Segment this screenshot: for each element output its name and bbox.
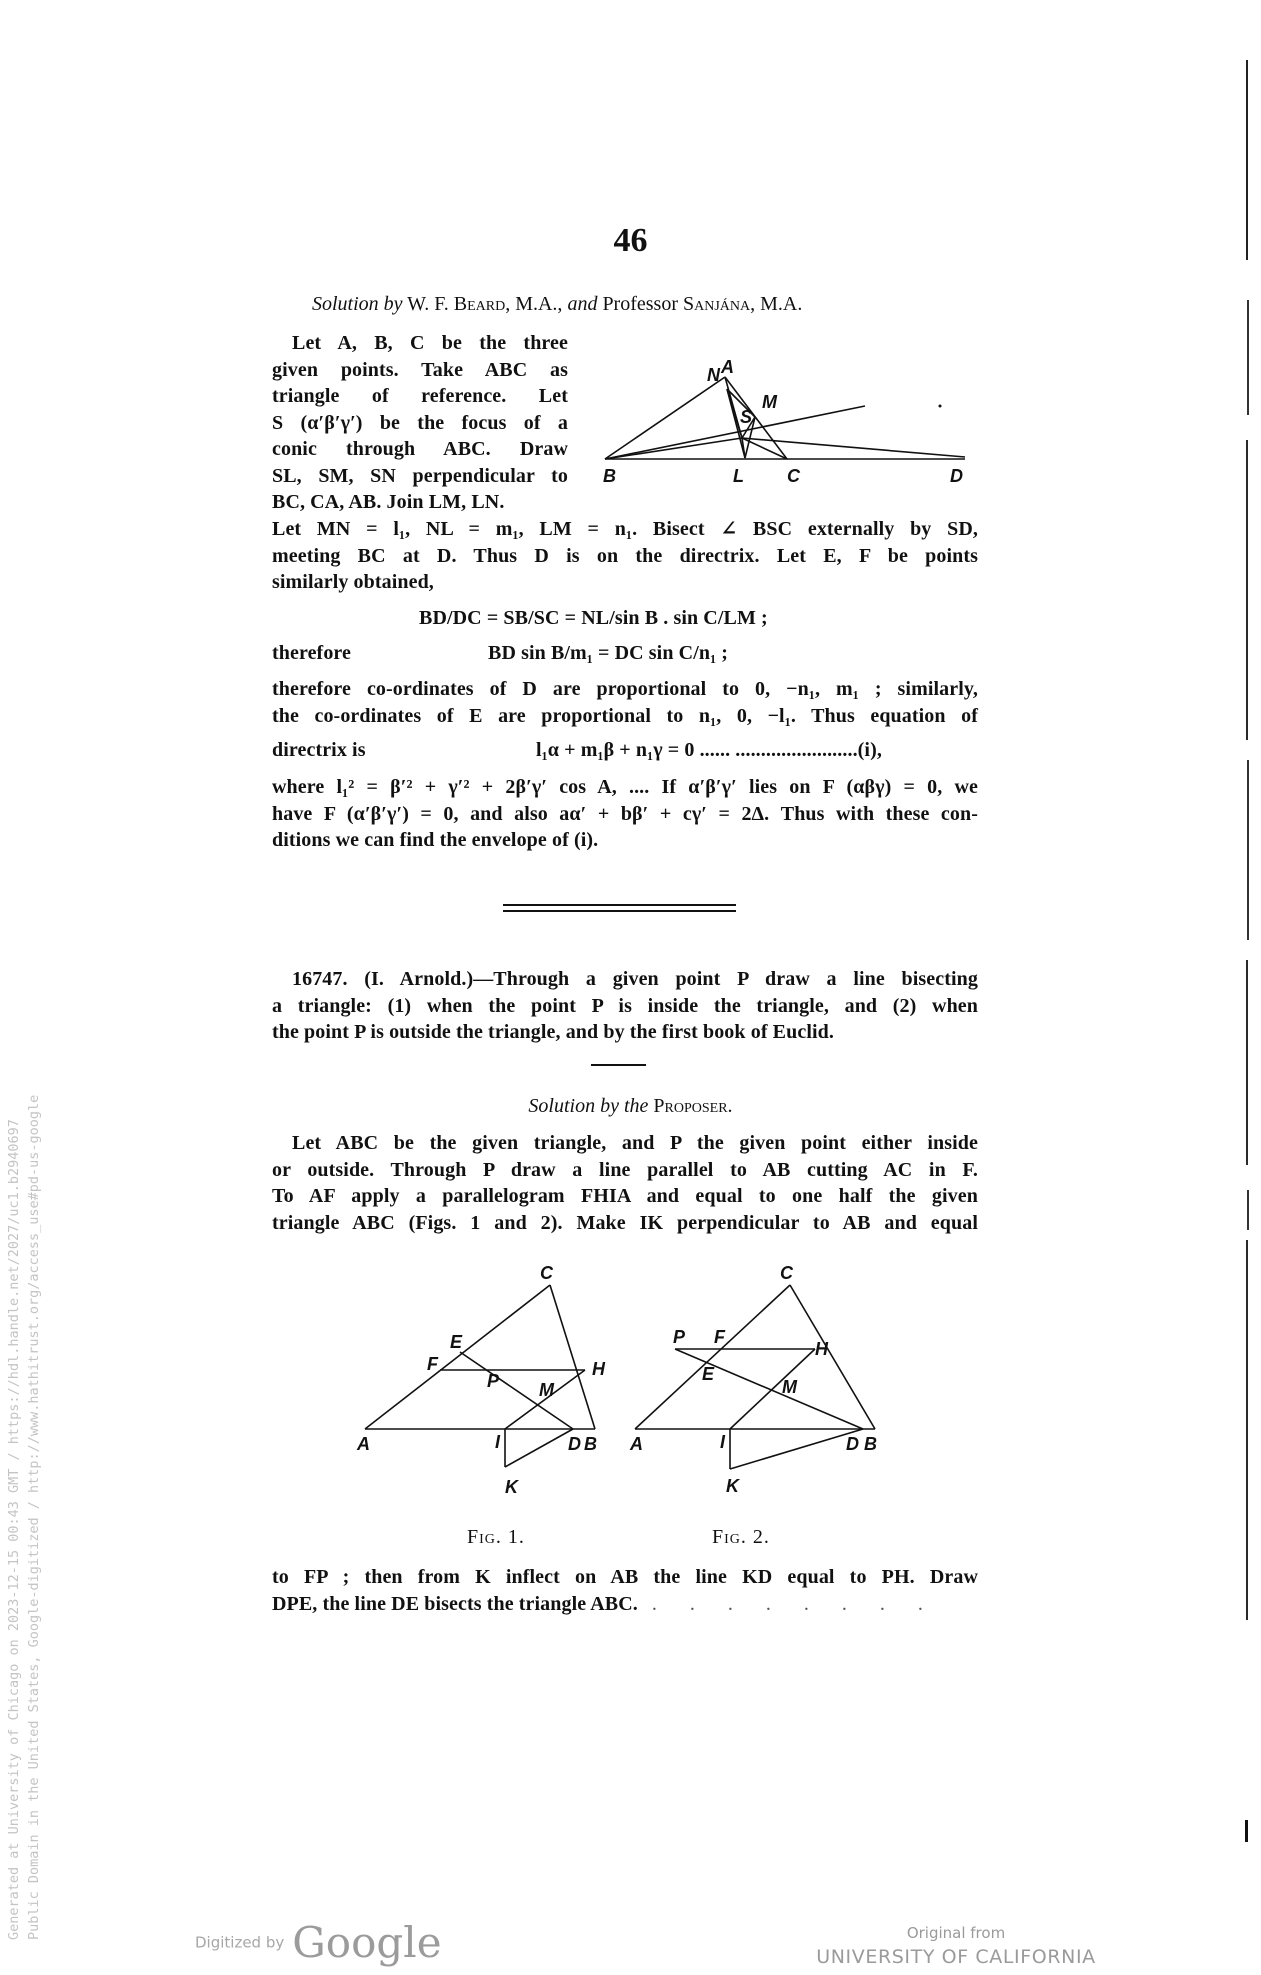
line-ac: [635, 1285, 790, 1429]
label-b: B: [864, 1434, 877, 1454]
scan-edge: [1247, 1190, 1249, 1230]
solution1-paragraph-2: [272, 676, 978, 729]
line-bs: [605, 438, 742, 459]
separator-rule-top: [503, 904, 736, 906]
solution2-ending: [272, 1564, 978, 1617]
figure-1: [355, 1262, 615, 1522]
text-line: a triangle: (1) when the point P is inside the triangle, and (2) when: [272, 994, 978, 1017]
label-f: F: [427, 1354, 438, 1374]
focus-figure: [595, 350, 975, 495]
figure-2-caption: Fig. 2.: [712, 1526, 770, 1548]
label-b: B: [603, 466, 616, 486]
text-line: To AF apply a parallelogram FHIA and equal to one half the given: [272, 1185, 978, 1207]
label-k: K: [505, 1477, 518, 1497]
scan-edge: [1245, 1820, 1248, 1842]
solution1-wrap-text: [272, 330, 568, 516]
line-kd: [730, 1429, 863, 1469]
heading-author-surname: Beard: [453, 293, 506, 315]
equation-3-label: directrix is: [272, 739, 366, 761]
heading-author: W. F.: [402, 293, 454, 315]
problem-16747: [272, 966, 978, 1046]
label-c: C: [787, 466, 800, 486]
page-number: 46: [613, 222, 648, 259]
text-line: therefore co-ordinates of D are proportional to 0, −n₁, m₁ ; similarly,: [272, 678, 978, 700]
separator-rule-bottom: [503, 910, 736, 912]
label-e: E: [450, 1332, 463, 1352]
label-h: H: [815, 1339, 828, 1359]
text-line: meeting BC at D. Thus D is on the directrix. Let E, F be points: [272, 544, 978, 567]
scan-edge: [1247, 760, 1249, 940]
text-line: ditions we can find the envelope of (i).: [272, 829, 599, 851]
scan-edge: [1246, 1240, 1248, 1620]
line-cb: [790, 1285, 875, 1429]
label-s: S: [740, 407, 753, 427]
digitized-by-label: Digitized by: [195, 1933, 285, 1952]
heading-degree-2: , M.A.: [750, 293, 803, 315]
label-f: F: [714, 1327, 725, 1347]
text-line: given points. Take ABC as: [272, 358, 568, 381]
line-ac: [365, 1285, 550, 1429]
label-d: D: [950, 466, 963, 486]
text-line: Let A, B, C be the three: [292, 332, 568, 354]
label-h: H: [592, 1359, 605, 1379]
figure-2: [620, 1262, 905, 1522]
equation-2: BD sin B/m₁ = DC sin C/n₁ ;: [488, 642, 729, 664]
label-a: A: [357, 1434, 370, 1454]
text-line: to FP ; then from K inflect on AB the line KD equal to PH. Draw: [272, 1566, 978, 1588]
line-ih: [730, 1349, 815, 1429]
heading-degree: , M.A.,: [505, 293, 568, 315]
equation-3: l₁α + m₁β + n₁γ = 0 ...... ........................(i),: [536, 739, 882, 761]
text-line: similarly obtained,: [272, 571, 434, 593]
label-a: A: [630, 1434, 643, 1454]
label-c: C: [540, 1263, 553, 1283]
label-d: D: [568, 1434, 581, 1454]
label-a: A: [721, 357, 734, 377]
equation-1: BD/DC = SB/SC = NL/sin B . sin C/LM ;: [419, 607, 768, 629]
line-kd: [505, 1429, 573, 1467]
text-line: Let ABC be the given triangle, and P the given point either inside: [292, 1132, 978, 1154]
text-line: have F (α′β′γ′) = 0, and also aα′ + bβ′ + cγ′ = 2Δ. Thus with these con-: [272, 802, 978, 825]
text-line: the co-ordinates of E are proportional to n₁, 0, −l₁. Thus equation of: [272, 704, 978, 727]
label-p: P: [487, 1371, 500, 1391]
figure-1-caption: Fig. 1.: [467, 1526, 525, 1548]
line-cb: [550, 1285, 595, 1429]
scan-edge: [1246, 60, 1248, 260]
google-logo: Google: [292, 1918, 442, 1967]
watermark-line-2: Public Domain in the United States, Google-digitized / http://www.hathitrust.org/access_use#pd-us-google: [26, 1094, 42, 1940]
label-i: I: [495, 1432, 501, 1452]
label-m: M: [539, 1380, 554, 1400]
text-line: triangle ABC (Figs. 1 and 2). Make IK perpendicular to AB and equal: [272, 1211, 978, 1234]
text-line: where l₁² = β′² + γ′² + 2β′γ′ cos A, .... If α′β′γ′ lies on F (αβγ) = 0, we: [272, 776, 978, 798]
stray-dot: [939, 405, 942, 408]
text-line: SL, SM, SN perpendicular to: [272, 464, 568, 487]
label-c: C: [780, 1263, 793, 1283]
label-p: P: [673, 1327, 686, 1347]
text-line-last: [272, 1591, 978, 1618]
text-line: triangle of reference. Let: [272, 385, 568, 407]
solution2-paragraph: [272, 1130, 978, 1236]
scan-edge: [1246, 960, 1248, 1165]
text-line: the point P is outside the triangle, and by the first book of Euclid.: [272, 1021, 834, 1043]
label-b: B: [584, 1434, 597, 1454]
heading-proposer: Proposer.: [648, 1095, 733, 1117]
university-of-california: UNIVERSITY OF CALIFORNIA: [816, 1946, 1096, 1968]
solution1-paragraph: [272, 516, 978, 596]
heading-and: and: [567, 293, 598, 315]
label-l: L: [733, 466, 744, 486]
heading-italic: Solution by: [312, 293, 403, 315]
scan-edge: [1246, 440, 1248, 740]
heading-professor-surname: Sanjána: [682, 293, 751, 315]
trailing-dots: . . . . . . . .: [651, 1592, 937, 1615]
solution-heading: [312, 290, 972, 318]
text-line: Let MN = l₁, NL = m₁, LM = n₁. Bisect ∠ BSC externally by SD,: [272, 518, 978, 540]
text-line: 16747. (I. Arnold.)—Through a given point P draw a line bisecting: [292, 968, 978, 990]
text-line: conic through ABC. Draw: [272, 438, 568, 460]
hathitrust-watermark: [4, 1095, 44, 1940]
label-n: N: [707, 365, 720, 385]
watermark-line-1: Generated at University of Chicago on 2023-12-15 00:43 GMT / https://hdl.handle.net/2027/uc1.b2940697: [6, 1119, 22, 1940]
label-m: M: [782, 1377, 797, 1397]
short-rule: [591, 1064, 646, 1066]
label-i: I: [720, 1432, 726, 1452]
digitized-by-google: [195, 1918, 442, 1968]
label-m: M: [762, 392, 777, 412]
original-from: Original from: [906, 1924, 1006, 1942]
text-line: or outside. Through P draw a line parallel to AB cutting AC in F.: [272, 1158, 978, 1181]
solution1-paragraph-3: [272, 774, 978, 854]
heading-professor: Professor: [597, 293, 683, 315]
text-line: S (α′β′γ′) be the focus of a: [272, 411, 568, 434]
label-k: K: [726, 1476, 739, 1496]
solution2-heading: [0, 1092, 1261, 1120]
label-e: E: [702, 1364, 715, 1384]
scan-edge: [1247, 300, 1249, 415]
text-line: DPE, the line DE bisects the triangle ABC.: [272, 1592, 638, 1615]
equation-2-label: therefore: [272, 642, 352, 664]
heading-italic: Solution by the: [528, 1095, 649, 1117]
label-d: D: [846, 1434, 859, 1454]
text-line: BC, CA, AB. Join LM, LN.: [272, 491, 505, 513]
